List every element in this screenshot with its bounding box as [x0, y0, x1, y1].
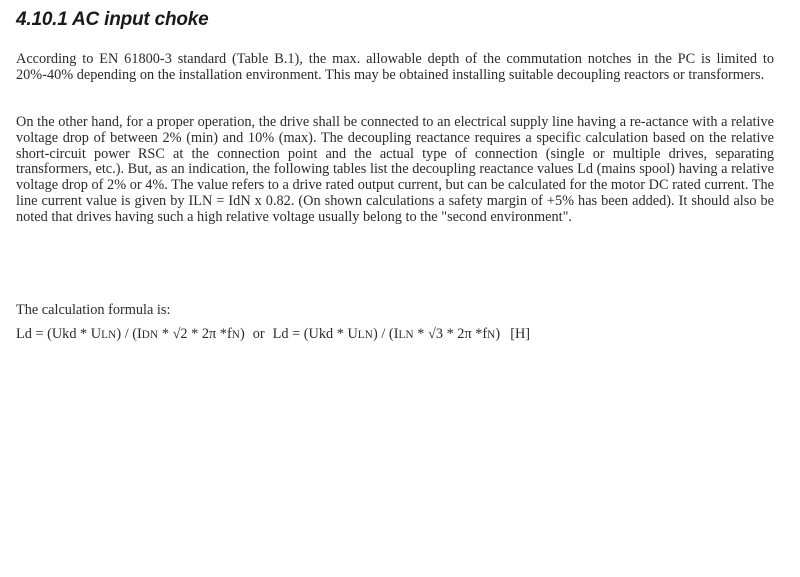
- formula-ldn-part3: * √2 * 2π *f: [158, 326, 232, 342]
- paragraph-decoupling-reactance: On the other hand, for a proper operation, the drive shall be connected to an electrical supply line having a re-actance with a relative voltage drop of between 2% (min) and 10% (max). The decoupling reactance requires a specific calculation based on the relative short-circuit power RSC at the connection point and the actual type of connection (single or multiple drives, separating transformers, etc.). But, as an indication, the following tables list the decoupling reactance values Ld (mains spool) having a relative voltage drop of 2% or 4%. The value refers to a drive rated output current, but can be calculated for the motor DC rated current. The line current value is given by ILN = IdN x 0.82. (On shown calculations a safety margin of +5% has been added). It should also be noted that drives having such a high relative voltage usually belong to the "second environment".: [16, 114, 774, 225]
- calculation-formula: [16, 326, 530, 343]
- formula-intro: The calculation formula is:: [16, 302, 171, 318]
- formula-lln-part3: * √3 * 2π *f: [413, 326, 488, 342]
- formula-ldn-part1: Ld = (Ukd * U: [16, 326, 102, 342]
- formula-lln-part2: ) / (I: [373, 326, 399, 342]
- formula-ldn-part2: ) / (I: [116, 326, 142, 342]
- formula-ldn-part4: ): [239, 326, 245, 342]
- formula-ldn-sub-idn: DN: [141, 329, 159, 341]
- paragraph-commutation-notches: According to EN 61800-3 standard (Table B.1), the max. allowable depth of the commutation notches in the PC is limited to 20%-40% depending on the installation environment. This may be obtained installing suitable decoupling reactors or transformers.: [16, 51, 774, 83]
- formula-lln-part4: ): [495, 326, 501, 342]
- formula-ldn-sub-fn: N: [231, 329, 240, 341]
- formula-connector: or: [252, 326, 265, 342]
- formula-lln-part1: Ld = (Ukd * U: [272, 326, 358, 342]
- formula-lln-sub-iln: LN: [398, 329, 414, 341]
- section-heading: 4.10.1 AC input choke: [16, 9, 209, 30]
- formula-unit: [H]: [510, 326, 531, 342]
- formula-lln-sub-uln: LN: [357, 329, 374, 341]
- formula-lln-sub-fn: N: [487, 329, 496, 341]
- formula-ldn-sub-uln: LN: [101, 329, 117, 341]
